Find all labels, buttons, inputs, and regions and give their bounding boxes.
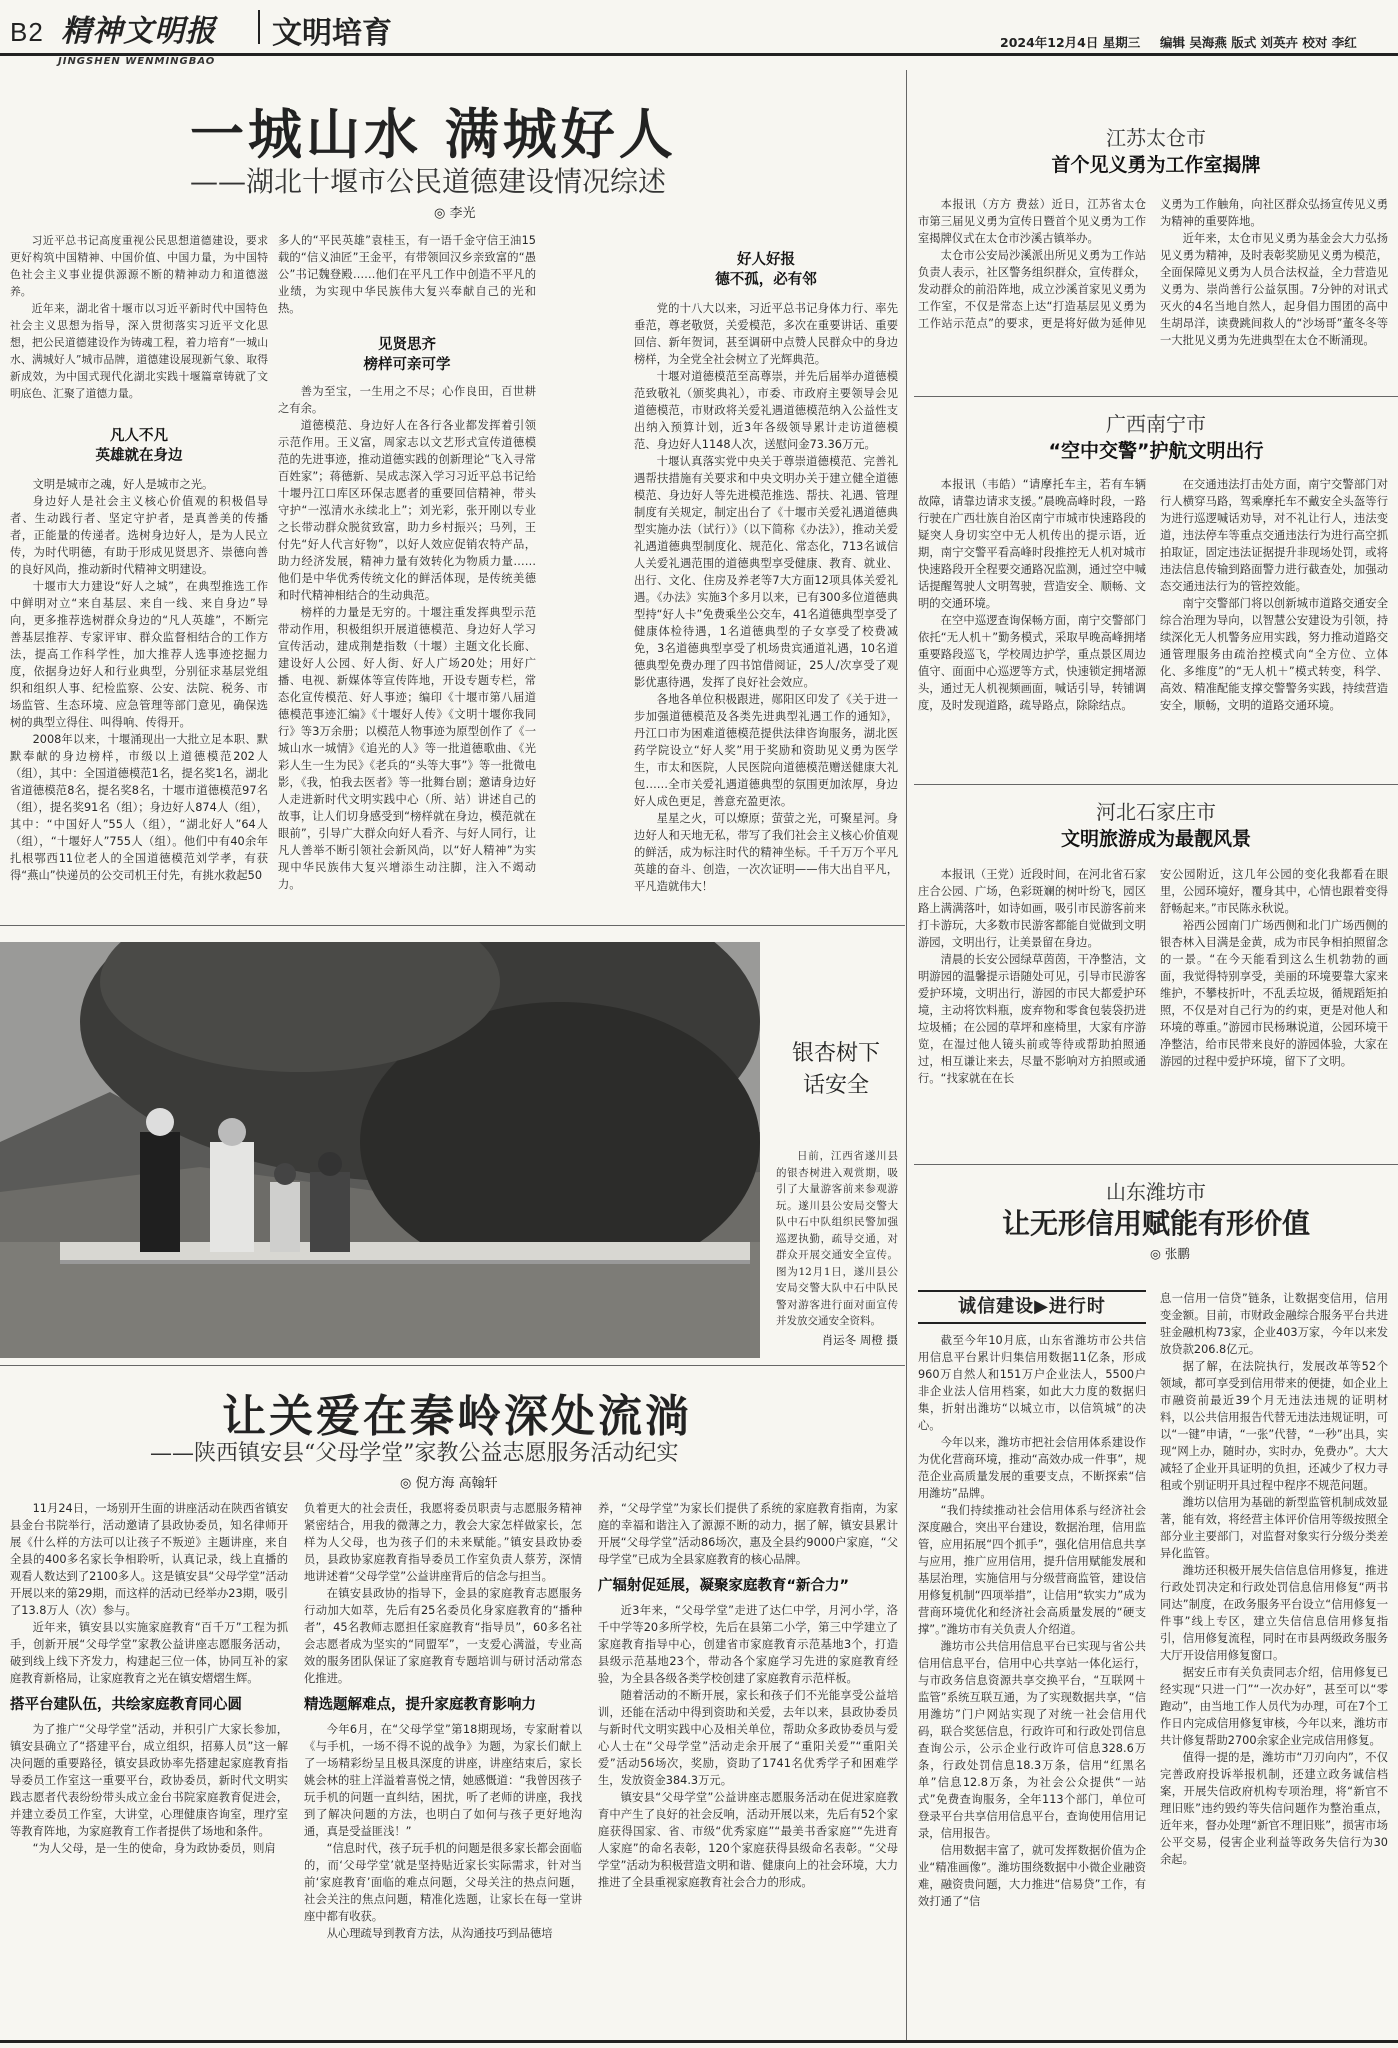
second-title: 让关爱在秦岭深处流淌 (222, 1391, 692, 1442)
second-paragraph: 近年来，镇安县以实施家庭教育“百千万”工程为抓手，创新开展“父母学堂”家教公益讲座志愿服务活动，破到线上线下齐发力，构建起三位一体，协同互补的家庭教育新格局，让家庭教育之光在镇安熠熠生辉。 (10, 1621, 288, 1685)
second-paragraph: 为了推广“父母学堂”活动，并积引广大家长参加，镇安县确立了“搭建平台，成立组织，招募人员”这一解决问题的重要路径，镇安县政协率先搭建起家庭教育指导委员工作室这一重要平台，政协委员，新时代文明实践志愿者代表纷纷带头成立金台书院家庭教育促进会，并建立委员工作室，大讲堂，心理健康咨询室，理疗室等教育阵地，为家庭教育工作者提供了场地和条件。 (10, 1723, 288, 1838)
feature-paragraph: 潍坊还积极开展失信信息信用修复，推进行政处罚决定和行政处罚信息信用修复“两书同达”制度，在政务服务平台设立“信用修复一件事”线上专区，建立失信信息信用修复指引，信用修复流程，同时在市县两级政务服务大厅开设信用修复窗口。 (1160, 1564, 1388, 1662)
news-photo (0, 942, 760, 1358)
brief-paragraph: 裕西公园南门广场西侧和北门广场西侧的银杏林入目满是金黄，成为市民争相拍照留念的一景。“在今天能看到这么生机勃勃的画面，我觉得特别享受，美丽的环境要靠大家来维护，不攀枝折叶，不乱丢垃圾，循规蹈矩拍照，不仅是对自己行为的约束，更是对他人和环境的尊重。”游园市民杨琳说道，公园环境干净整洁，给市民带来良好的游园体验，大家在游园的过程中爱护环境，留下了文明。 (1160, 919, 1388, 1068)
author-bullet: ◎ (1150, 1246, 1165, 1261)
lead-subtitle: ——湖北十堰市公民道德建设情况综述 (190, 165, 667, 198)
brief-paragraph: 本报讯（王党）近段时间，在河北省石家庄合公园、广场，色彩斑斓的树叶纷飞，园区路上满满落叶，如诗如画，吸引市民游客前来打卡游玩，大多数市民游客都能自觉做到文明游园，文明出行，让美景留在身边。 (918, 868, 1146, 949)
logo-english: JINGSHEN WENMINGBAO (58, 56, 216, 67)
second-paragraph: 养，“父母学堂”为家长们提供了系统的家庭教育指南，为家庭的幸福和谐注入了源源不断的动力，据了解，镇安县累计开展“父母学堂”活动86场次，惠及全县约9000户家庭，“父母学堂”已成为全县家庭教育的核心品牌。 (598, 1502, 898, 1566)
brief-city: 江苏太仓市 (1106, 126, 1206, 150)
lead-paragraph: 党的十八大以来，习近平总书记身体力行、率先垂范，尊老敬贤，关爱模范，多次在重要讲话、重要回信、新年贺词，甚至调研中点赞人民群众中的身边榜样，为全党全社会树立了光辉典范。 (634, 302, 898, 366)
photo-caption-title: 银杏树下 话安全 (791, 1041, 880, 1098)
second-heading-2: 精选题解难点，提升家庭教育影响力 (304, 1697, 536, 1713)
feature-city: 山东潍坊市 (1106, 1180, 1206, 1204)
column-divider (906, 70, 907, 2040)
brief-paragraph: 近年来，太仓市见义勇为基金会大力弘扬见义勇为精神，及时表彰奖励见义勇为模范，全面保障见义勇为人员合法权益，全力营造见义勇为、崇尚善行公益氛围。7分钟的对讯式灭火的4名当地自然人，起身倡力围团的高中生胡昂洋，读费跳间救人的“沙场哥”董冬冬等一大批见义勇为先进典型在太仓不断涌现。 (1160, 232, 1388, 347)
section-heading-2: 见贤思齐 榜样可亲可学 (363, 337, 451, 373)
second-paragraph: 从心理疏导到教育方法，从沟通技巧到品德培 (326, 1927, 553, 1940)
lead-paragraph: 十堰对道德模范至高尊崇，并先后届举办道德模范致敬礼（颁奖典礼），市委、市政府主要领导会见道德模范，市财政将关爱礼遇道德模范纳入公益性支出纳入预算计划，近3年各级领导累计走访道德模范、身边好人1148人次，送慰问金73.36万元。 (634, 370, 898, 451)
lead-paragraph: 星星之火，可以燎原；萤萤之光，可聚星河。身边好人和天地无私，带写了我们社会主义核心价值观的鲜活，成为标注时代的精神坐标。千千万万个平凡英雄的奋斗、创造，一次次证明——伟大出自平凡，平凡造就伟大！ (634, 812, 898, 893)
second-subtitle: ——陕西镇安县“父母学堂”家教公益志愿服务活动纪实 (150, 1441, 679, 1466)
second-paragraph: 负着更大的社会责任，我愿将委员职责与志愿服务精神紧密结合，用我的微薄之力，教会大家怎样做家长，怎样为人父母，也为孩子们的未来赋能。”镇安县政协委员，县政协家庭教育指导委员工作室负责人蔡芳，深情地讲述着“父母学堂”公益讲座背后的信念与担当。 (304, 1502, 582, 1583)
section-heading-3: 好人好报 德不孤，必有邻 (715, 252, 817, 288)
brief-title: 首个见义勇为工作室揭牌 (1051, 154, 1261, 176)
brief-paragraph: 在空中巡逻查询保畅方面，南宁交警部门依托“无人机＋”勤务模式，采取早晚高峰拥堵重要路段巡飞，学校周边护学，重点景区周边值守、面面中心巡逻等方式，快速锁定拥堵源头，通过无人机视频画面，喊话引导，转铺调度，及时发现道路，疏导路点，除除结点。 (918, 614, 1146, 712)
second-paragraph: 镇安县“父母学堂”公益讲座志愿服务活动在促进家庭教育中产生了良好的社会反响，活动开展以来，先后有52个家庭获得国家、省、市级“优秀家庭”“最美书香家庭”“先进育人家庭”的命名表彰，120个家庭获得县级命名表彰。“父母学堂”活动为积极营造文明和谐、健康向上的社会环境，大力推进了全县重视家庭教育社会合力的形成。 (598, 1791, 898, 1889)
second-paragraph: 11月24日，一场别开生面的讲座活动在陕西省镇安县金台书院举行，活动邀请了县政协委员，知名律师开展《什么样的方法可以让孩子不叛逆》主题讲座，来自全县的400多名家长争相聆听，认真记录，线上直播的观看人数达到了2100多人。这是镇安县“父母学堂”活动开展以来的第29期，而这样的活动已经举办23期，吸引了13.8万人（次）参与。 (10, 1502, 288, 1617)
rule (914, 784, 1398, 785)
masthead (10, 6, 216, 50)
second-author-name: 倪方海 高翰轩 (415, 1476, 498, 1491)
lead-paragraph: 道德模范、身边好人在各行各业都发挥着引领示范作用。王义富，周家志以文艺形式宣传道德模范的先进事迹，推动道德实践的创新理论“飞入寻常百姓家”；蒋德新、吴成志深入学习习近平总书记给十堰丹江口库区环保志愿者的重要回信精神，带头守护“一泓清水永续北上”；刘光彩，张开刚以专业之长带动群众脱贫致富，助力乡村振兴；马列，王付先“好人代言好物”，以好人效应促销农特产品，助力经济发展，精神力量有效转化为物质力量……他们是中华优秀传统文化的鲜活体现，是传统美德和时代精神相结合的生动典范。 (278, 419, 536, 602)
author-bullet: ◎ (434, 206, 450, 221)
lead-paragraph: 十堰市大力建设“好人之城”，在典型推选工作中鲜明对立“来自基层、来自一线、来自身边”导向，更多推荐选树群众身边的“凡人英雄”，不断完善基层推荐、专家评审、群众监督相结合的工作方法，提高工作科学性，加大推荐人选事迹挖掘力度，依据身边好人和行业典型，分别征求基层党组织和组织人事、纪检监察、公安、法院、税务、市场监管、生态环境、应急管理等部门意见，确保选树的典型立得住、叫得响、传得开。 (10, 580, 268, 729)
brief-title: “空中交警”护航文明出行 (1048, 440, 1264, 462)
lead-paragraph: 文明是城市之魂，好人是城市之光。 (32, 478, 214, 491)
feature-paragraph: 截至今年10月底，山东省潍坊市公共信用信息平台累计归集信用数据11亿条，形成960万自然人和151万户企业法人，5500户非企业法人信用档案，如此大力度的数据归集，折射出潍坊“以城立市，以信筑城”的决心。 (918, 1334, 1146, 1432)
feature-paragraph: 息一信用一信贷”链条，让数据变信用，信用变金额。目前，市财政金融综合服务平台共进驻金融机构73家，企业403万家，今年以来发放贷款206.8亿元。 (1160, 1292, 1388, 1356)
brief-paragraph: 在交通违法打击处方面，南宁交警部门对行人横穿马路，驾乘摩托车不戴安全头盔等行为进行巡逻喊话劝导，对不礼让行人，违法变道，违法停车等重点交通违法行为进行高空抓拍取证，固定违法证据提升非现场处罚，或将违法信息传输到路面警力进行截查处，加强动态交通违法行为的管控效能。 (1160, 478, 1388, 593)
brief-title: 文明旅游成为最靓风景 (1060, 828, 1251, 850)
author-bullet: ◎ (400, 1476, 416, 1491)
lead-paragraph: 身边好人是社会主义核心价值观的积极倡导者、生动践行者、坚定守护者，是真善美的传播者，正能量的传递者。选树身边好人，是为人民立传，为时代明德，有助于形成见贤思齐、崇德向善的良好风尚，推动新时代精神文明建设。 (10, 495, 268, 576)
feature-paragraph: 据安丘市有关负责同志介绍，信用修复已经实现“只进一门”“一次办好”，甚至可以“零跑动”，由当地工作人员代为办理，可在7个工作日内完成信用修复审核，今年以来，潍坊市共计修复帮助2700余家企业完成信用修复。 (1160, 1666, 1388, 1747)
second-author (400, 1472, 498, 1491)
brief-paragraph: 本报讯（方方 费兹）近日，江苏省太仓市第三届见义勇为宣传日暨首个见义勇为工作室揭牌仪式在太仓市沙溪古镇举办。 (918, 198, 1146, 245)
brief-paragraph: 南宁交警部门将以创新城市道路交通安全综合治理为导向，以智慧公安建设为引领，持续深化无人机警务应用实践，努力推动道路交通管理服务由疏治控模式向“全方位、立体化、多维度”的“无人机＋”模式转变，科学、高效、精准配能支撑交警警务实践，持续营造安全，顺畅，文明的道路交通环境。 (1160, 597, 1388, 712)
feature-author (1150, 1244, 1190, 1262)
second-paragraph: “为人父母，是一生的使命，身为政协委员，则肩 (32, 1842, 276, 1855)
brief-city: 广西南宁市 (1106, 412, 1206, 436)
lead-paragraph: 十堰认真落实党中央关于尊崇道德模范、完善礼遇帮扶措施有关要求和中央文明办关于建立健全道德模范、身边好人等先进模范推选、帮扶、礼遇、管理制度有关规定，制定出台了《十堰市关爱礼遇道德典型实施办法（试行）》（以下简称《办法》），推动关爱礼遇道德典型制度化、规范化、常态化，713名诚信人关爱礼遇范围的道德典型享受健康、教育、就业、出行、文化、住房及养老等7大方面12项具体关爱礼遇。《办法》实施3个多月以来，已有300多位道德典型持“好人卡”免费乘坐公交车，41名道德典型享受了健康体检待遇，1名道德典型的子女享受了校费减免，3名道德典型享受了机场贵宾通道礼遇，10名道德典型免费办理了四书馆借阅证，25人/次享受了观影优惠待遇，发挥了良好社会效应。 (634, 455, 898, 689)
brief-paragraph: 安公园附近，这几年公园的变化我都看在眼里，公园环境好，覆身其中，心情也跟着变得舒畅起来。”市民陈永秋说。 (1160, 868, 1388, 915)
newspaper-logo: 精神文明报 (61, 14, 217, 49)
second-paragraph: 在镇安县政协的指导下，金县的家庭教育志愿服务行动加大如萃，先后有25名委员化身家庭教育的“播种者”，45名教师志愿担任家庭教育“指导员”，60多名社会志愿者成为坚实的“同盟军”，一支爱心满溢，专业高效的服务团队保证了家庭教育专题培训与研讨活动常态化推进。 (304, 1587, 582, 1685)
brief-paragraph: 清晨的长安公园绿草茵茵，干净整洁，文明游园的温馨提示语随处可见，引导市民游客爱护环境，文明出行，游园的市民大都爱护环境，主动将饮料瓶，废弃物和零食包装袋扔进垃圾桶；在公园的草坪和座椅里，大家有序游览，在湿过他人镜头前或等待或帮助拍照通过，相互谦让来去，尽量不影响对方拍照或通行。“找家就在在长 (918, 953, 1146, 1085)
second-paragraph: 近3年来，“父母学堂”走进了达仁中学，月河小学，洛千中学等20多所学校，先后在县第二小学，第三中学建立了家庭教育指导中心，创建省市家庭教育示范基地3个，打造县级示范基地23个，带动各个家庭学习先进的家庭教育经验，为全县各级各类学校创建了家庭教育示范样板。 (598, 1604, 898, 1685)
page-number: B2 (10, 17, 44, 47)
feature-paragraph: 潍坊市公共信用信息平台已实现与省公共信用信息平台，信用中心共享站一体化运行，与市政务信息资源共享交换平台，“互联网＋监管”系统互联互通，为了实现数据共享，“信用潍坊”门户网站实现了对统一社会信用代码，联合奖惩信息，行政许可和行政处罚信息查询公示，公示企业行政许可信息328.6万条，行政处罚信息18.3万条，信用“红黑名单”信息12.8万条，为社会公众提供“一站式”免费查询服务，全年113个部门，单位可登录平台共享信用信息平台，查询使用信用记录，信用报告。 (918, 1640, 1146, 1840)
section-heading-1: 凡人不凡 英雄就在身边 (95, 428, 183, 464)
lead-paragraph: 2008年以来，十堰涌现出一大批立足本职、默默奉献的身边榜样，市级以上道德模范202人（组），其中：全国道德模范1名，提名奖1名，湖北省道德模范8名，提名奖8名，十堰市道德模范97名（组），提名奖91名（组）；身边好人874人（组），其中：“中国好人”55人（组），“湖北好人”64人（组），“十堰好人”755人（组）。他们中有40余年扎根鄂西11位老人的全国道德模范刘学孝，有获得“燕山”快递员的公交司机王付先，有挑水救起50 (10, 733, 268, 882)
photo-caption: 日前，江西省遂川县的银杏树进入观赏期，吸引了大量游客前来参观游玩。遂川县公安局交警大队中石中队组织民警加强巡逻执勤，疏导交通，对群众开展交通安全宣传。图为12月1日，遂川县公安局交警大队中石中队民警对游客进行面对面宣传并发放交通安全资料。 (776, 1150, 898, 1327)
rule (0, 925, 905, 926)
masthead-divider (258, 10, 260, 44)
lead-title: 一城山水 满城好人 (190, 102, 677, 166)
column-banner: 诚信建设▶进行时 (918, 1290, 1146, 1324)
editors-line: 编辑 吴海燕 版式 刘英卉 校对 李红 (1160, 35, 1357, 50)
feature-paragraph: 今年以来，潍坊市把社会信用体系建设作为优化营商环境，推动“高效办成一件事”，规范企业高质量发展的重要支点，不断探索“信用潍坊”品牌。 (918, 1436, 1146, 1500)
second-paragraph: 今年6月，在“父母学堂”第18期现场，专家耐着以《与手机，一场不得不说的战争》为题，为家长们献上了一场精彩纷呈且极具深度的讲座，讲座结束后，家长姚会林的驻上洋溢着喜悦之情，她感慨道：“我曾因孩子玩手机的问题一直纠结，困扰，听了老师的讲座，我找到了解决问题的方法，也明白了如何与孩子更好地沟通，真是受益匪浅！” (304, 1723, 582, 1838)
second-heading-1: 搭平台建队伍，共绘家庭教育同心圆 (10, 1697, 242, 1713)
feature-paragraph: 信用数据丰富了，就可发挥数据价值为企业“精准画像”。潍坊围绕数据中小微企业融资难，融资贵问题，大力推进“信易贷”工作，有效打通了“信 (918, 1844, 1146, 1908)
feature-paragraph: 潍坊以信用为基础的新型监管机制成效显著，能有效，将经营主体评价信用等级按照全部分业主要部门，对监督对象实行分级分类差异化监管。 (1160, 1496, 1388, 1560)
lead-paragraph: 榜样的力量是无穷的。十堰注重发挥典型示范带动作用，积极组织开展道德模范、身边好人学习宣传活动，建成荆楚指数（十堰）主题文化长廊、建设好人公园、好人街、好人广场20处；用好广播、电视、新媒体等宣传阵地，开设专题专栏，常态化宣传模范、好人事迹；编印《十堰市第八届道德模范事迹汇编》《十堰好人传》《文明十堰你我同行》等3万余册；以模范人物事迹为原型创作了《一城山水一城情》《追光的人》等一批道德歌曲、《光彩人生一生为民》《老兵的“头等大事”》等一批微电影，《我，怕我去医者》等一批舞台剧；邀请身边好人走进新时代文明实践中心（所、站）讲述自己的故事，让人们切身感受到“榜样就在身边，模范就在眼前”，引导广大群众向好人看齐、与好人同行，让凡人善举不断引领社会新风尚，以“好人精神”为实现中华民族伟大复兴增添生动注脚，注入不竭动力。 (278, 606, 536, 891)
lead-paragraph: 各地各单位积极跟进，郧阳区印发了《关于进一步加强道德模范及各类先进典型礼遇工作的通知》，丹江口市为困难道德模范提供法律咨询服务，湖北医药学院设立“好人奖”用于奖励和资助见义勇为医学生，市太和医院，人民医院向道德模范赠送健康大礼包……全市关爱礼遇道德典型的氛围更加浓厚，身边好人成色更足，善意充盈更浓。 (634, 693, 898, 808)
lead-intro: 习近平总书记高度重视公民思想道德建设，要求更好构筑中国精神、中国价值、中国力量，为中国特色社会主义事业提供源源不断的精神动力和道德滋养。 (10, 234, 268, 298)
bottom-rule (0, 2040, 1398, 2043)
brief-city: 河北石家庄市 (1096, 800, 1216, 824)
second-paragraph: “信息时代，孩子玩手机的问题是很多家长都会面临的，而‘父母学堂’就是坚持贴近家长实际需求，针对当前‘家庭教育’面临的难点问题，父母关注的热点问题，社会关注的焦点问题，精准化选题，让家长在每一堂讲座中都有收获。 (304, 1842, 582, 1923)
brief-paragraph: 太仓市公安局沙溪派出所见义勇为工作站负责人表示，社区警务组织群众，宣传群众，发动群众的前沿阵地，成立沙溪首家见义勇为工作室，不仅是常态上达“打造基层见义勇为工作站示范点”的要求，更是将好做为延伸见义勇为工作触角，向社区群众弘扬宣传见义勇为精神的重要阵地。 (918, 198, 1388, 330)
issue-date: 2024年12月4日 星期三 (1000, 35, 1141, 50)
lead-paragraph: 善为至宝，一生用之不尽；心作良田，百世耕之有余。 (278, 385, 536, 415)
lead-intro-2: 近年来，湖北省十堰市以习近平新时代中国特色社会主义思想为指导，深入贯彻落实习近平文化思想，把公民道德建设作为铸魂工程，着力培育“一城山水、满城好人”城市品牌，道德建设展现新气象、取得新成效，为中国式现代化湖北实践十堰篇章铸就了文明底色、汇聚了道德力量。 (10, 302, 268, 400)
lead-paragraph: 多人的“平民英雄”袁桂玉，有一语千金守信王油15载的“信义油匠”王金平，有带领回汉乡亲致富的“愚公”书记魏登殿……他们在平凡工作中创造不平凡的业绩，为实现中华民族伟大复兴奉献自己的光和热。 (278, 234, 536, 315)
rule (0, 1365, 905, 1366)
brief-paragraph: 本报讯（韦皓）“请摩托车主，若有车辆故障，请靠边请求支援。”晨晚高峰时段，一路行驶在广西壮族自治区南宁市城市快速路段的疑突人身切实空中无人机传出的提示语，近期，南宁交警平看高峰时段推控无人机对城市快速路段开全程要交通路况监测，通过空中喊话提醒驾驶人文明驾驶，营造安全、顺畅、文明的交通环境。 (918, 478, 1146, 610)
masthead-rule (0, 53, 1398, 56)
rule (914, 396, 1398, 397)
feature-paragraph: 值得一提的是，潍坊市“刀刃向内”，不仅完善政府投诉举报机制，还建立政务诚信档案，开展失信政府机构专项治理，将“新官不理旧账”违约毁约等失信问题作为整治重点，近年来，督办处理“新官不理旧账”，损害市场公平交易，侵害企业利益等政务失信行为30余起。 (1160, 1751, 1388, 1866)
second-paragraph: 随着活动的不断开展，家长和孩子们不光能享受公益培训，还能在活动中得到资助和关爱，去年以来，县政协委员与新时代文明实践中心及相关单位，帮助众多政协委员与爱心人士在“父母学堂”活动走余开展了“重阳关爱”“重阳关爱”活动56场次，奖励，资助了1741名优秀学子和困难学生，发放资金384.3万元。 (598, 1689, 898, 1787)
rule (914, 1164, 1398, 1165)
feature-title: 让无形信用赋能有形价值 (1001, 1207, 1310, 1240)
second-heading-3: 广辐射促延展，凝聚家庭教育“新合力” (598, 1578, 850, 1594)
feature-paragraph: “我们持续推动社会信用体系与经济社会深度融合，突出平台建设，数据治理，信用监管，应用拓展“四个抓手”，强化信用信息共享与应用，推广应用信用，提升信用赋能发展和基层治理，实施信用与分级营商监管，建设信用修复机制“四项举措”，让信用“软实力”成为营商环境优化和经济社会高质量发展的“硬支撑”。”潍坊市有关负责人介绍道。 (918, 1504, 1146, 1636)
lead-author-name: 李光 (449, 206, 476, 221)
lead-author (434, 202, 476, 221)
feature-author-name: 张鹏 (1164, 1246, 1190, 1261)
photo-illustration (0, 942, 760, 1358)
photo-credit: 肖运冬 周橙 摄 (821, 1332, 898, 1347)
feature-paragraph: 据了解，在法院执行，发展改革等52个领域，都可享受到信用带来的便捷，如企业上市融资前最近39个月无违法违规的证明材料，以公共信用报告代替无违法违规证明，可以“一键”申请，“一张”代替，“一秒”出具，实现“网上办，随时办，实时办，免费办”。大大减轻了企业开具证明的负担，还减少了权力寻租或个别证明开具过程中程序不规范问题。 (1160, 1360, 1388, 1492)
section-name: 文明培育 (272, 16, 392, 51)
